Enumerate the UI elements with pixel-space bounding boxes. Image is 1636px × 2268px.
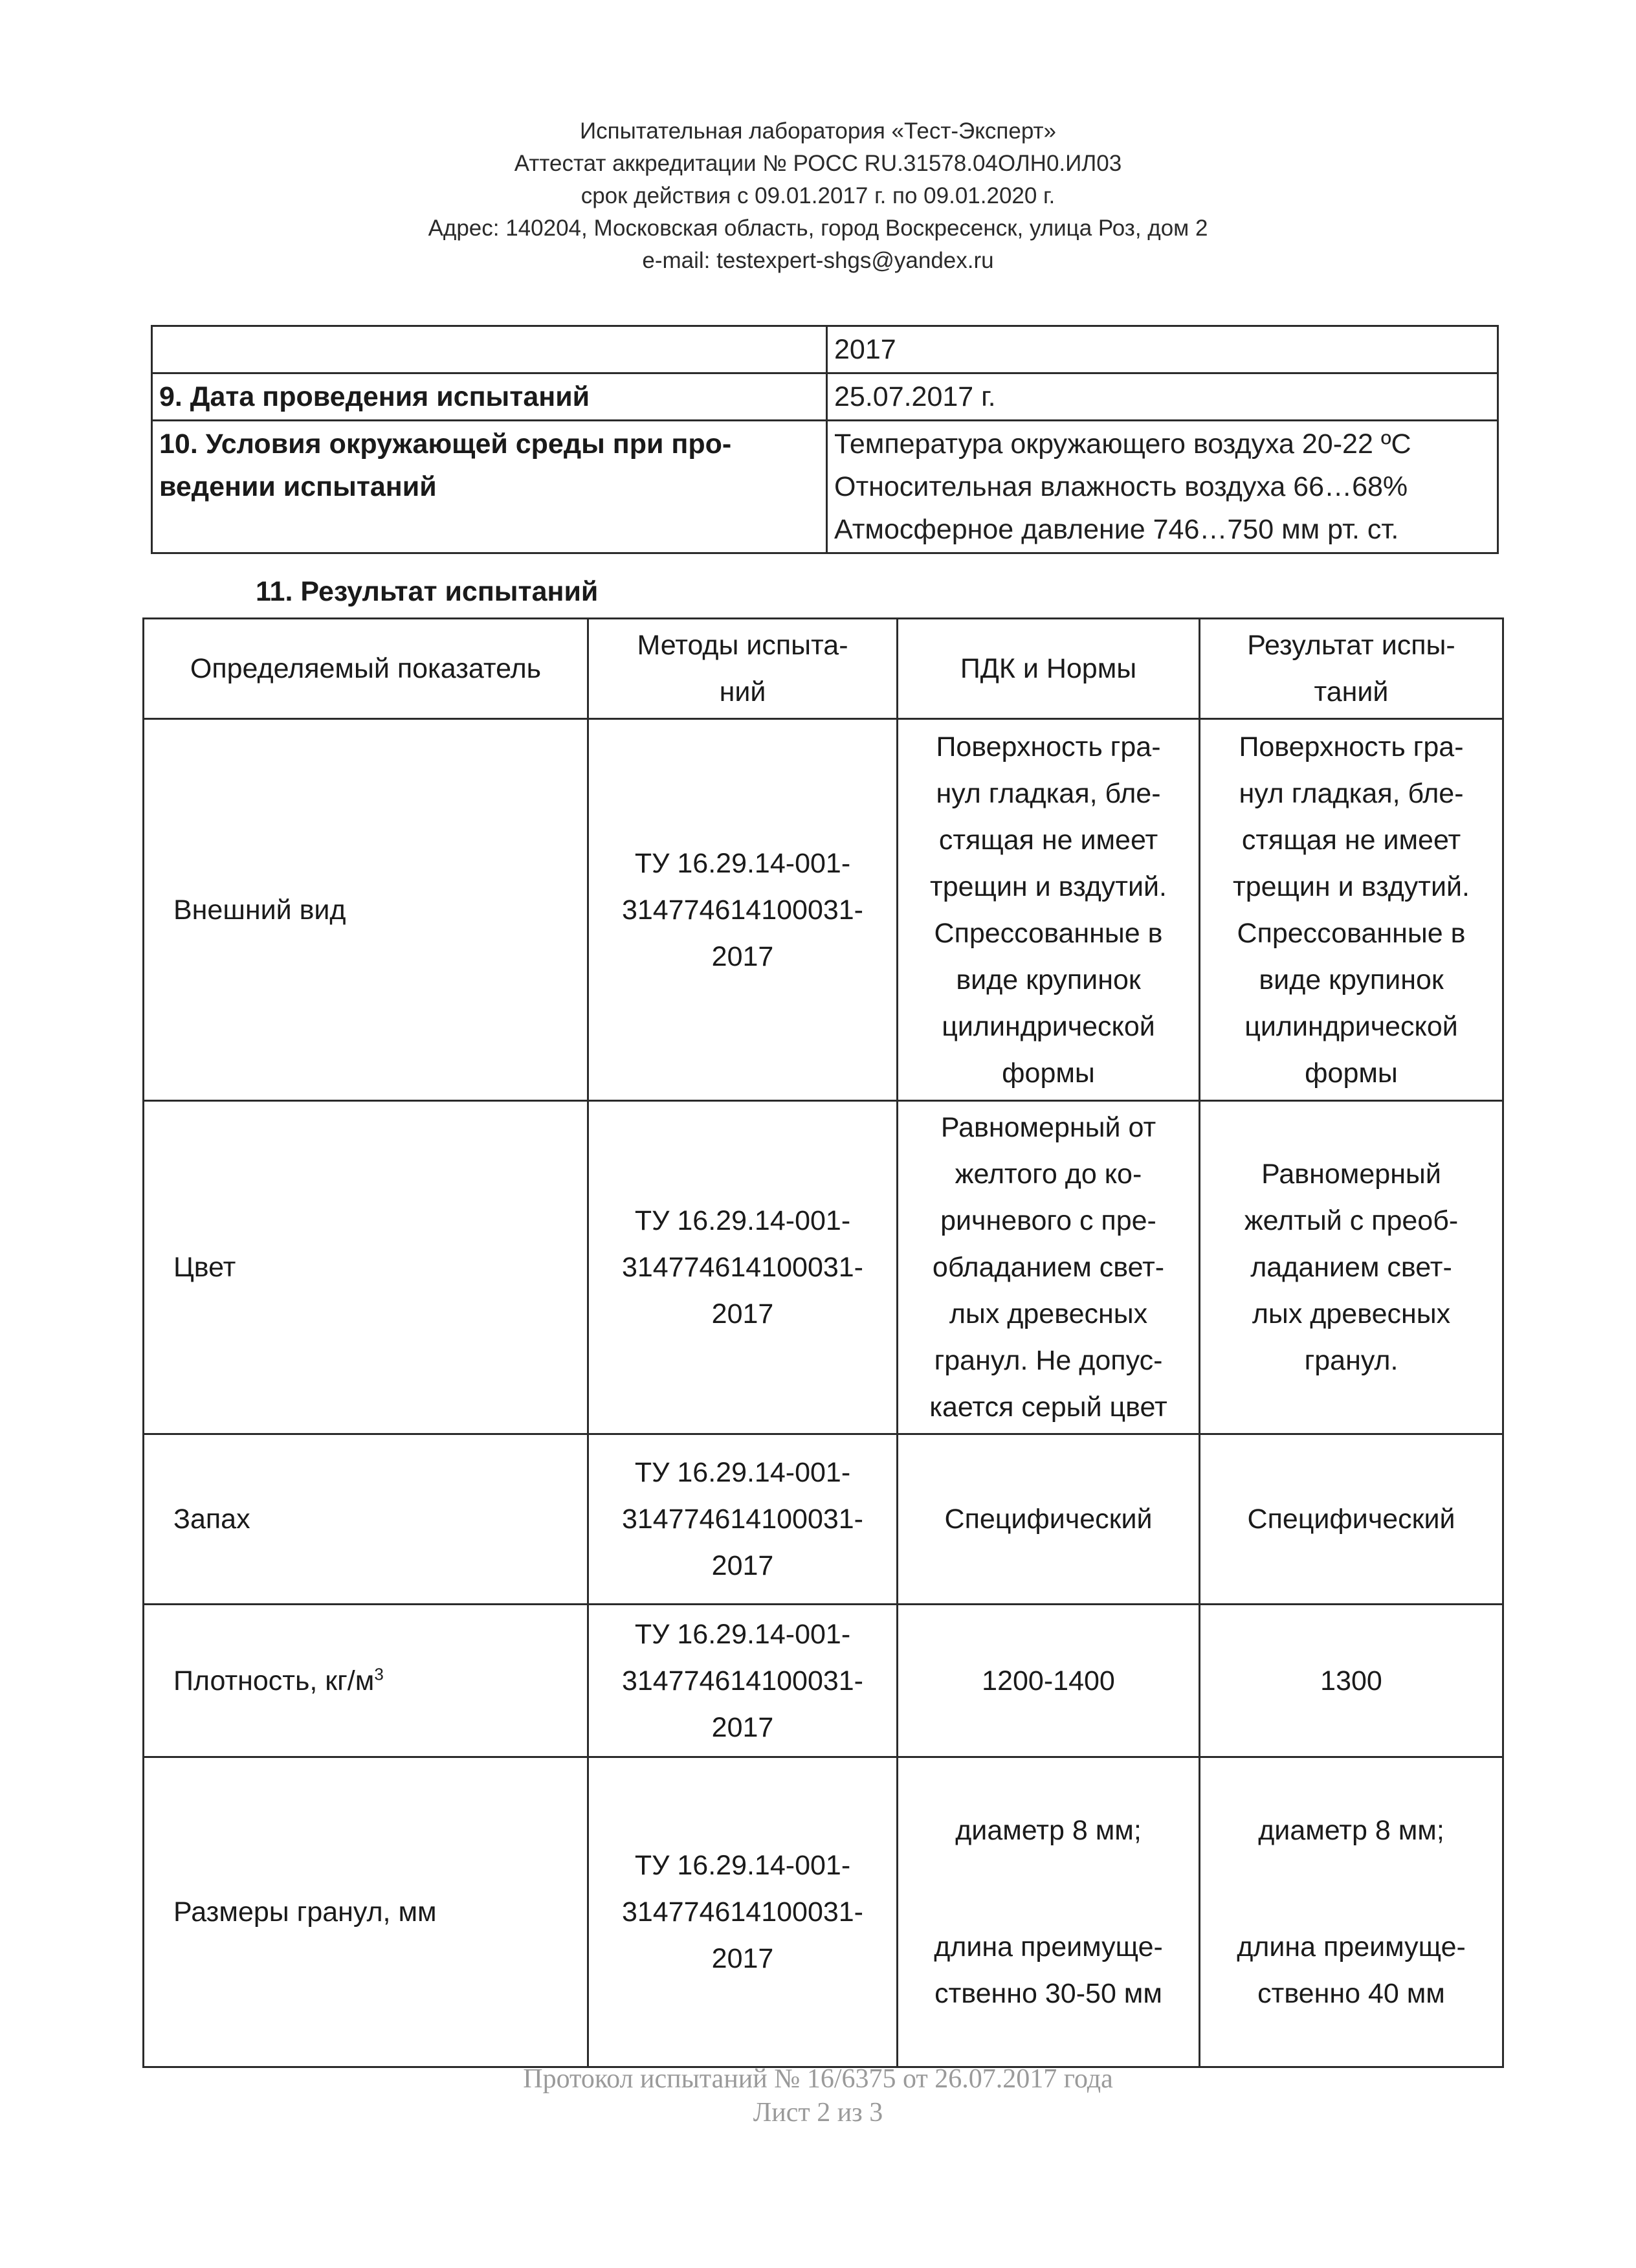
method-cell: ТУ 16.29.14-001- 314774614100031- 2017 — [588, 1434, 898, 1605]
result-diameter: диаметр 8 мм; — [1258, 1815, 1444, 1846]
lab-header — [0, 115, 1636, 277]
carry-label-cell — [152, 326, 827, 373]
table-row — [152, 326, 1498, 373]
results-section-title: 11. Результат испытаний — [256, 576, 599, 607]
norm-cell: Специфический — [898, 1434, 1200, 1605]
protocol-reference: Протокол испытаний № 16/6375 от 26.07.2017 года — [523, 2064, 1113, 2094]
page-number: Лист 2 из 3 — [753, 2098, 883, 2128]
conditions-table — [151, 325, 1499, 554]
humidity-value: Относительная влажность воздуха 66…68% — [834, 471, 1408, 502]
method-cell: ТУ 16.29.14-001- 314774614100031- 2017 — [588, 1605, 898, 1757]
indicator-cell: Цвет — [144, 1101, 588, 1434]
results-table — [142, 617, 1504, 2068]
header-result: Результат испы- таний — [1200, 619, 1503, 719]
norm-cell: Поверхность гра- нул гладкая, бле- стящая не имеет трещин и вздутий. Спрессованные в виде крупинок цилиндрической формы — [898, 719, 1200, 1101]
accreditation-line: Аттестат аккредитации № РОСС RU.31578.04ОЛН0.ИЛ03 — [514, 151, 1122, 176]
table-row — [144, 1605, 1503, 1757]
header-methods: Методы испыта- ний — [588, 619, 898, 719]
lab-name: Испытательная лаборатория «Тест-Эксперт» — [579, 118, 1057, 144]
environment-label: 10. Условия окружающей среды при про- ведении испытаний — [152, 421, 827, 553]
result-length: длина преимуще- ственно 40 мм — [1237, 1931, 1466, 2009]
table-row — [144, 1101, 1503, 1434]
temperature-value: Температура окружающего воздуха 20-22 ºС — [834, 428, 1411, 460]
norm-cell — [898, 1757, 1200, 2067]
validity-line: срок действия с 09.01.2017 г. по 09.01.2020 г. — [580, 183, 1056, 208]
table-row — [144, 719, 1503, 1101]
table-row — [152, 421, 1498, 553]
cubic-superscript: 3 — [374, 1664, 384, 1684]
indicator-cell: Запах — [144, 1434, 588, 1605]
pressure-value: Атмосферное давление 746…750 мм рт. ст. — [834, 514, 1399, 545]
norm-length: длина преимуще- ственно 30-50 мм — [934, 1931, 1163, 2009]
method-cell: ТУ 16.29.14-001- 314774614100031- 2017 — [588, 1101, 898, 1434]
density-label: Плотность, кг/м — [173, 1665, 375, 1696]
result-cell — [1200, 1757, 1503, 2067]
environment-values — [827, 421, 1498, 553]
indicator-cell: Внешний вид — [144, 719, 588, 1101]
result-cell: Специфический — [1200, 1434, 1503, 1605]
table-header-row — [144, 619, 1503, 719]
norm-cell: Равномерный от желтого до ко- ричневого с пре- обладанием свет- лых древесных гранул. Не допус- кается серый цвет — [898, 1101, 1200, 1434]
table-row — [144, 1434, 1503, 1605]
table-row — [152, 373, 1498, 421]
norm-cell: 1200-1400 — [898, 1605, 1200, 1757]
email-line: e-mail: testexpert-shgs@yandex.ru — [642, 248, 994, 273]
table-row — [144, 1757, 1503, 2067]
norm-diameter: диаметр 8 мм; — [955, 1815, 1142, 1846]
page-footer — [0, 2062, 1636, 2129]
indicator-cell — [144, 1605, 588, 1757]
carry-value-cell: 2017 — [827, 326, 1498, 373]
address-line: Адрес: 140204, Московская область, город Воскресенск, улица Роз, дом 2 — [428, 216, 1208, 241]
method-cell: ТУ 16.29.14-001- 314774614100031- 2017 — [588, 719, 898, 1101]
method-cell: ТУ 16.29.14-001- 314774614100031- 2017 — [588, 1757, 898, 2067]
test-date-label: 9. Дата проведения испытаний — [152, 373, 827, 421]
result-cell: Поверхность гра- нул гладкая, бле- стящая не имеет трещин и вздутий. Спрессованные в виде крупинок цилиндрической формы — [1200, 719, 1503, 1101]
indicator-cell: Размеры гранул, мм — [144, 1757, 588, 2067]
result-cell: 1300 — [1200, 1605, 1503, 1757]
result-cell: Равномерный желтый с преоб- ладанием свет- лых древесных гранул. — [1200, 1101, 1503, 1434]
test-date-value: 25.07.2017 г. — [827, 373, 1498, 421]
header-indicator: Определяемый показатель — [144, 619, 588, 719]
header-norms: ПДК и Нормы — [898, 619, 1200, 719]
